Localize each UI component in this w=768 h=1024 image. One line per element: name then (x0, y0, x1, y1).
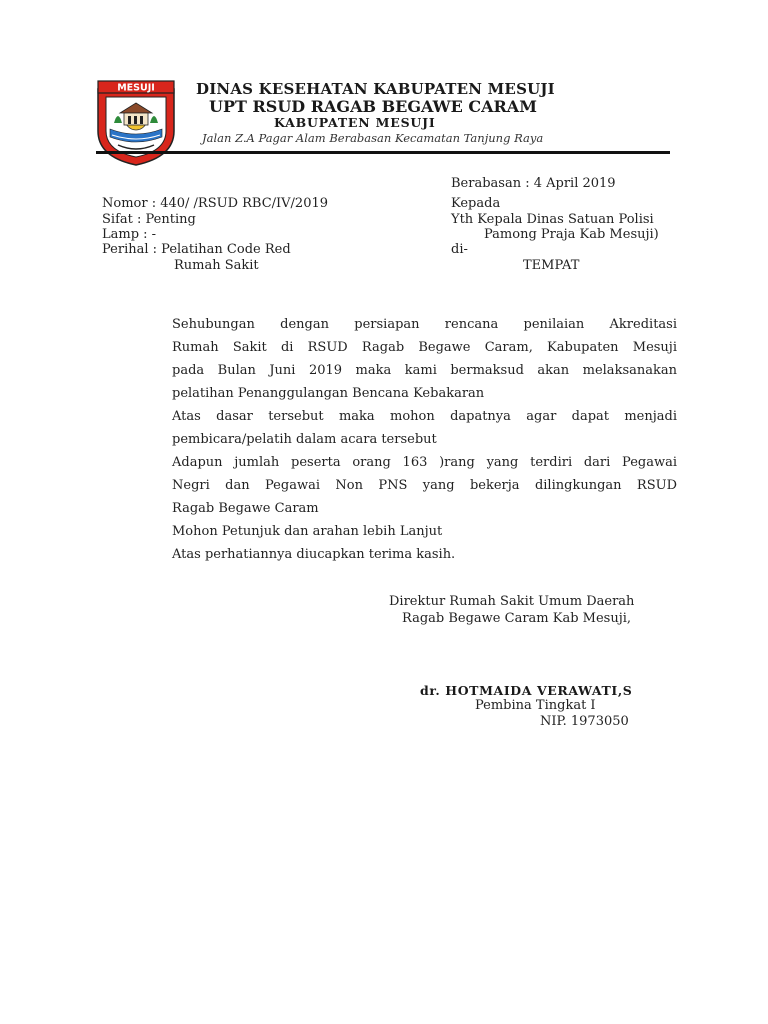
agency-title: DINAS KESEHATAN KABUPATEN MESUJI (196, 80, 555, 98)
signatory-rank: Pembina Tingkat I (475, 698, 596, 713)
perihal-continued: Rumah Sakit (174, 258, 259, 273)
header-divider (96, 151, 670, 154)
body-line: Rumah Sakit di RSUD Ragab Begawe Caram, Kabupaten Mesuji (172, 340, 677, 355)
body-line: Adapun jumlah peserta orang 163 )rang yang terdiri dari Pegawai (172, 455, 677, 470)
body-line: pada Bulan Juni 2019 maka kami bermaksud akan melaksanakan (172, 363, 677, 378)
body-line: Atas perhatiannya diucapkan terima kasih. (172, 547, 456, 562)
recipient-kepada: Kepada (451, 196, 501, 211)
body-line: pelatihan Penanggulangan Bencana Kebakaran (172, 386, 485, 401)
body-line: pembicara/pelatih dalam acara tersebut (172, 432, 437, 447)
body-line: Mohon Petunjuk dan arahan lebih Lanjut (172, 524, 443, 539)
regency-title: KABUPATEN MESUJI (274, 115, 436, 130)
perihal: Perihal : Pelatihan Code Red (102, 242, 291, 257)
date-line: Berabasan : 4 April 2019 (451, 176, 616, 191)
lamp: Lamp : - (102, 227, 157, 242)
logo-text: MESUJI (117, 82, 155, 94)
recipient-line2: Pamong Praja Kab Mesuji) (484, 227, 659, 242)
sifat: Sifat : Penting (102, 212, 196, 227)
body-line: Atas dasar tersebut maka mohon dapatnya agar dapat menjadi (172, 409, 677, 424)
recipient-tempat: TEMPAT (523, 258, 580, 273)
recipient-line1: Yth Kepala Dinas Satuan Polisi (451, 212, 654, 227)
signatory-nip: NIP. 1973050 (540, 714, 629, 729)
signature-title-line1: Direktur Rumah Sakit Umum Daerah (389, 594, 635, 609)
body-line: Sehubungan dengan persiapan rencana penilaian Akreditasi (172, 317, 677, 332)
signature-title-line2: Ragab Begawe Caram Kab Mesuji, (402, 611, 632, 626)
body-line: Ragab Begawe Caram (172, 501, 319, 516)
recipient-di: di- (451, 242, 468, 257)
hospital-title: UPT RSUD RAGAB BEGAWE CARAM (209, 97, 537, 116)
nomor: Nomor : 440/ /RSUD RBC/IV/2019 (102, 196, 329, 211)
signatory-name: dr. HOTMAIDA VERAWATI,S (420, 683, 633, 698)
address: Jalan Z.A Pagar Alam Berabasan Kecamatan Tanjung Raya (202, 131, 544, 145)
body-line: Negri dan Pegawai Non PNS yang bekerja dilingkungan RSUD (172, 478, 677, 493)
